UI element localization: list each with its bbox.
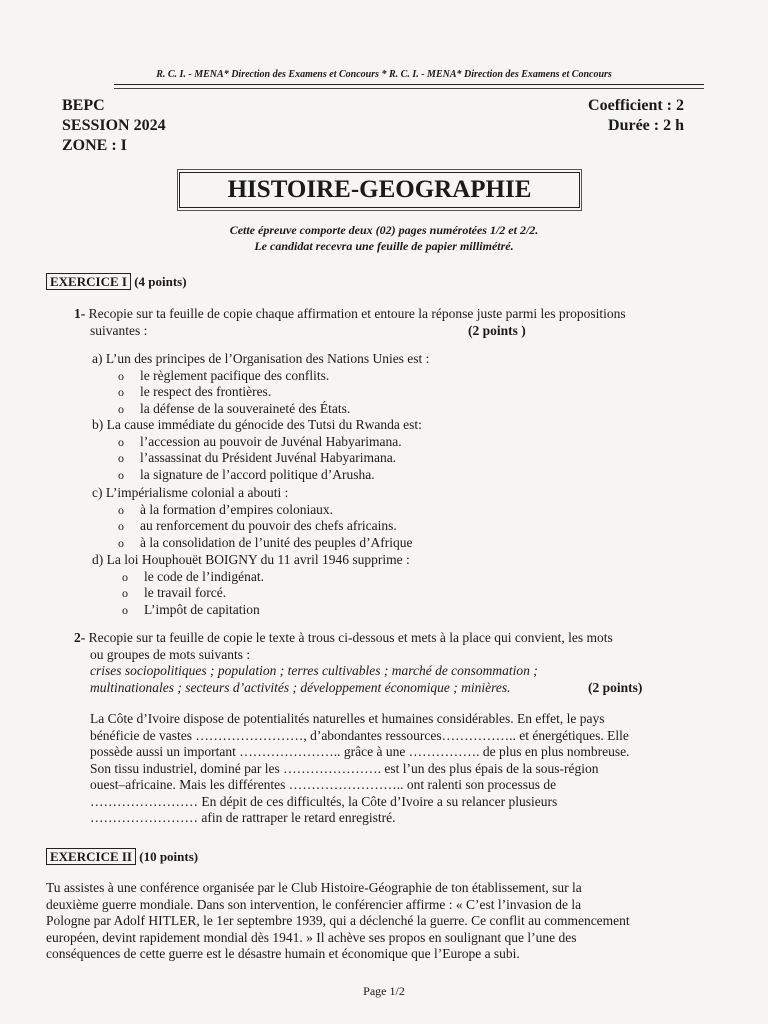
bullet-icon: o	[118, 535, 124, 550]
question-2-points: (2 points)	[588, 679, 643, 695]
fill-in-line: possède aussi un important ………………….. grâce à une ……………. de plus en plus nombreuse.	[90, 744, 630, 759]
page-number: Page 1/2	[363, 984, 405, 998]
option-c3: o à la consolidation de l’unité des peuples d’Afrique	[118, 534, 413, 550]
header-banner: R. C. I. - MENA* Direction des Examens et Concours * R. C. I. - MENA* Direction des Examens et Concours	[156, 69, 612, 80]
exercise1-points: (4 points)	[134, 274, 187, 289]
exercise2-line: conséquences de cette guerre est le désastre humain et économique que l’Europe a subi.	[46, 946, 520, 961]
bullet-icon: o	[122, 569, 128, 584]
instructions	[0, 222, 768, 254]
item-c-stem: c) L’impérialisme colonial a abouti :	[92, 485, 289, 500]
item-c	[92, 485, 413, 551]
bullet-icon: o	[118, 502, 124, 517]
exam-info-left	[62, 96, 166, 156]
item-d	[92, 552, 410, 618]
question-2	[74, 630, 724, 696]
option-b3: o la signature de l’accord politique d’Arusha.	[118, 466, 375, 482]
fill-in-line: …………………… afin de rattraper le retard enregistré.	[90, 810, 396, 825]
option-b1: o l’accession au pouvoir de Juvénal Habyarimana.	[118, 433, 402, 449]
exam-coefficient: Coefficient : 2	[588, 97, 684, 114]
bullet-icon: o	[118, 434, 124, 449]
question-1-points: (2 points )	[468, 322, 526, 338]
bullet-icon: o	[118, 451, 124, 465]
bullet-icon: o	[122, 586, 128, 600]
exam-session: SESSION 2024	[62, 117, 166, 134]
option-a3: o la défense de la souveraineté des États.	[118, 400, 351, 416]
bullet-icon: o	[118, 368, 124, 383]
bullet-icon: o	[118, 519, 124, 533]
bullet-icon: o	[122, 602, 128, 617]
item-b-stem: b) La cause immédiate du génocide des Tutsi du Rwanda est:	[92, 417, 422, 432]
exam-level: BEPC	[62, 97, 105, 114]
exam-duration: Durée : 2 h	[608, 117, 684, 134]
exercise2-line: deuxième guerre mondiale. Dans son intervention, le conférencier affirme : « C’est l’invasion de la	[46, 896, 582, 912]
item-d-stem: d) La loi Houphouët BOIGNY du 11 avril 1946 supprime :	[92, 552, 410, 567]
fill-in-line: Son tissu industriel, dominé par les …………………. est l’un des plus épais de la sous-région	[90, 760, 599, 776]
exercise2-line: Tu assistes à une conférence organisée par le Club Histoire-Géographie de ton établissement, sur la	[46, 880, 582, 895]
word-list-line1: crises sociopolitiques ; population ; terres cultivables ; marché de consommation ;	[90, 663, 538, 678]
fill-in-text	[90, 711, 700, 827]
option-c1: o à la formation d’empires coloniaux.	[118, 501, 334, 517]
question-1-text: Recopie sur ta feuille de copie chaque affirmation et entoure la réponse juste parmi les propositions	[88, 306, 626, 321]
option-b2: o l’assassinat du Président Juvénal Habyarimana.	[118, 450, 397, 465]
question-2-text: Recopie sur ta feuille de copie le texte à trous ci-dessous et mets à la place qui convient, les mots	[88, 630, 613, 645]
option-a2: o le respect des frontières.	[118, 384, 272, 399]
exercise2-line: européen, devint rapidement mondial dès 1941. » Il achève ses propos en soulignant que l’une des	[46, 929, 577, 945]
item-a-stem: a) L’un des principes de l’Organisation des Nations Unies est :	[92, 351, 430, 366]
question-2-text-cont: ou groupes de mots suivants :	[90, 646, 251, 662]
exercise2-points: (10 points)	[139, 849, 199, 864]
subject-title: HISTOIRE-GEOGRAPHIE	[179, 172, 580, 208]
exercise2-heading	[46, 848, 198, 865]
exam-zone: ZONE : I	[62, 137, 127, 154]
header-rule	[114, 84, 704, 85]
fill-in-line: …………………… En dépit de ces difficultés, la Côte d’Ivoire a su relancer plusieurs	[90, 793, 558, 809]
instructions-pages: Cette épreuve comporte deux (02) pages numérotées 1/2 et 2/2.	[229, 223, 539, 237]
item-b	[92, 417, 422, 483]
option-c2: o au renforcement du pouvoir des chefs africains.	[118, 518, 397, 533]
fill-in-line: ouest–africaine. Mais les différentes …………………….. ont ralenti son processus de	[90, 777, 557, 792]
question-2-number: 2-	[74, 630, 86, 645]
exercise2-line: Pologne par Adolf HITLER, le 1er septembre 1939, qui a déclenché la guerre. Ce conflit au commencement	[46, 913, 630, 928]
exercise2-text	[46, 880, 702, 963]
word-list-line2: multinationales ; secteurs d’activités ; développement économique ; minières.	[90, 679, 511, 695]
question-1-number: 1-	[74, 306, 86, 321]
fill-in-line: La Côte d’Ivoire dispose de potentialités naturelles et humaines considérables. En effet, le pays	[90, 711, 605, 726]
header-rule-double	[114, 88, 704, 89]
bullet-icon: o	[118, 385, 124, 399]
question-1-text-cont: suivantes :	[90, 322, 148, 338]
exercise1-heading	[46, 273, 187, 290]
instructions-paper: Le candidat recevra une feuille de papier millimétré.	[254, 239, 514, 253]
option-d1: o le code de l’indigénat.	[122, 568, 264, 584]
exam-info-right	[588, 96, 684, 136]
fill-in-line: bénéficie de vastes ……………………, d’abondantes ressources…………….. et énergétiques. Elle	[90, 727, 629, 743]
option-d3: o L’impôt de capitation	[122, 601, 260, 617]
exercise2-label: EXERCICE II	[46, 848, 136, 865]
option-d2: o le travail forcé.	[122, 585, 227, 600]
exercise1-label: EXERCICE I	[46, 273, 131, 290]
question-1	[74, 306, 714, 339]
option-a1: o le règlement pacifique des conflits.	[118, 367, 330, 383]
item-a	[92, 351, 429, 417]
bullet-icon: o	[118, 401, 124, 416]
bullet-icon: o	[118, 467, 124, 482]
